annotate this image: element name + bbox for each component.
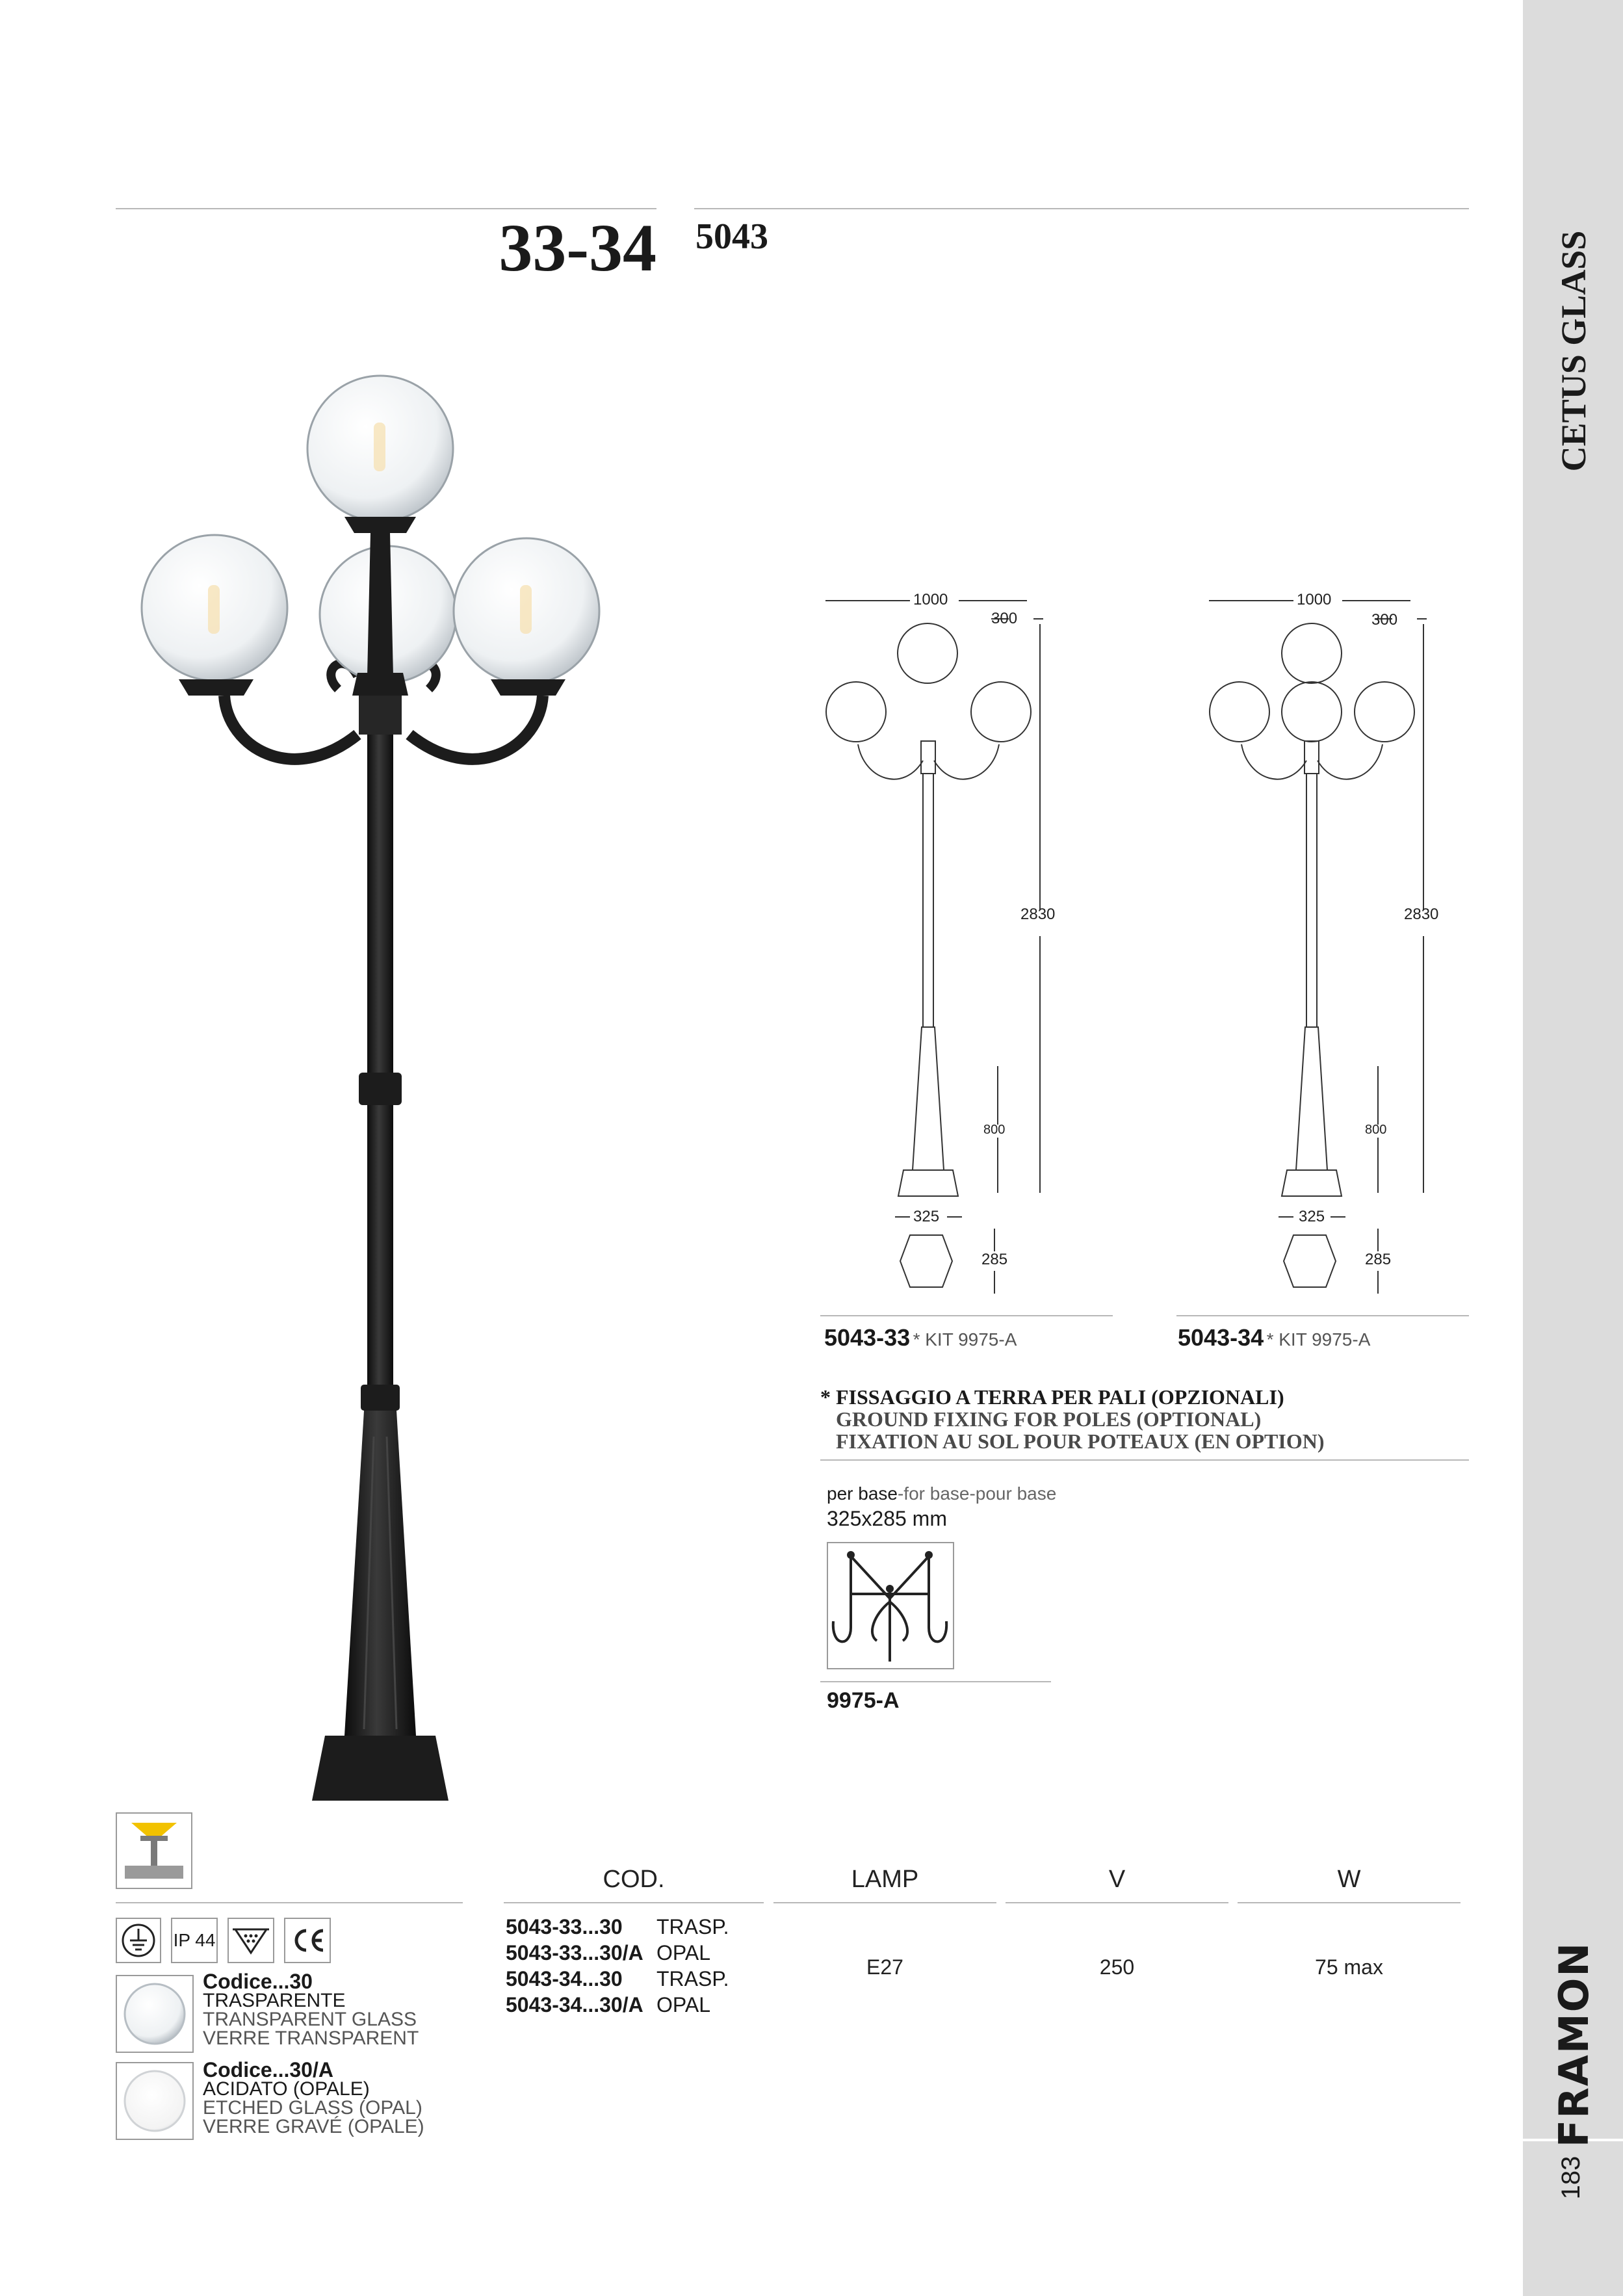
table-codes [506,1914,729,2018]
caption-code: 5043-33 [824,1324,911,1351]
table-rule-v [1006,1902,1228,1903]
row-finish: TRASP. [656,1967,729,1990]
transparent-glass-image [116,1975,194,2053]
table-header-w: W [1337,1866,1361,1893]
dim-width-1: 1000 [913,591,948,608]
table-row [506,1940,729,1966]
note-line-en: GROUND FIXING FOR POLES (OPTIONAL) [836,1407,1262,1431]
dim-height-2: 2830 [1404,906,1439,923]
dim-height-1: 2830 [1020,906,1056,923]
row-finish: OPAL [656,1941,710,1964]
voltage-value: 250 [1099,1955,1135,1979]
ground-fixing-note [820,1386,1470,1452]
table-header-cod: COD. [603,1866,665,1893]
watt-value: 75 max [1315,1955,1383,1979]
lamp-value: E27 [866,1955,903,1979]
table-header-v: V [1108,1866,1126,1893]
dim-base-height-2: 800 [1365,1123,1387,1137]
row-code: 5043-34...30/A [506,1993,643,2016]
table-rule-w [1238,1902,1461,1903]
row-code: 5043-33...30/A [506,1941,643,1964]
collection-name: CETUS GLASS [1554,230,1593,472]
flammable-surface-icon [227,1918,274,1963]
table-rule-cod [504,1902,764,1903]
left-panel-rule [116,1902,463,1903]
base-label [827,1483,1056,1504]
technical-drawing-5043-33 [819,585,1066,1300]
glass-name-fr: VERRE TRANSPARENT [203,2028,419,2049]
table-rule-lamp [773,1902,996,1903]
ip-rating-badge: IP 44 [171,1918,218,1963]
transparent-globe-icon [117,1976,192,2052]
earth-ground-icon [116,1918,161,1963]
caption-rule-1 [820,1315,1113,1316]
ground-installation-icon [116,1812,192,1889]
glass-option-transparent [203,1972,419,2048]
glass-name-it: TRASPARENTE [203,1990,346,2011]
base-label-it: per base [827,1483,898,1504]
table-header-lamp: LAMP [851,1866,919,1893]
dim-base-depth-1: 285 [981,1251,1008,1268]
glass-code: Codice...30/A [203,2058,333,2081]
dim-offset-1: 300 [991,610,1018,627]
table-row [506,1914,729,1940]
caption-kit: * KIT 9975-A [913,1329,1017,1350]
ground-mount-icon [117,1814,191,1888]
kit-code: 9975-A [827,1688,900,1713]
page-number: 183 [1557,2156,1585,2200]
glass-option-opal [203,2058,424,2137]
model-range-title: 33-34 [499,211,656,285]
kit-rule [820,1681,1051,1682]
header-rule-right [694,208,1469,209]
table-row [506,1966,729,1992]
base-label-translations: -for base-pour base [897,1483,1057,1504]
row-finish: OPAL [656,1993,710,2016]
opal-globe-icon [117,2063,192,2139]
dim-base-depth-2: 285 [1365,1251,1392,1268]
brand-logo: FRAMON [1550,1941,1598,2148]
dim-base-height-1: 800 [983,1123,1006,1137]
caption-kit: * KIT 9975-A [1266,1329,1371,1350]
glass-name-en: ETCHED GLASS (OPAL) [203,2097,422,2119]
technical-drawing-5043-34 [1202,585,1449,1300]
row-code: 5043-34...30 [506,1967,623,1990]
base-size: 325x285 mm [827,1507,947,1530]
caption-5043-34 [1178,1324,1370,1351]
model-code-title: 5043 [695,216,768,257]
note-line-fr: FIXATION AU SOL POUR POTEAUX (EN OPTION) [836,1429,1325,1453]
row-code: 5043-33...30 [506,1915,623,1938]
dim-base-width-1: 325 [913,1208,940,1225]
row-finish: TRASP. [656,1915,729,1938]
note-rule [820,1459,1469,1461]
product-photo [130,371,637,1814]
caption-5043-33 [824,1324,1017,1351]
opal-glass-image [116,2062,194,2140]
caption-code: 5043-34 [1178,1324,1264,1351]
note-line-it: * FISSAGGIO A TERRA PER PALI (OPZIONALI) [820,1385,1284,1409]
kit-image [827,1542,954,1669]
dim-width-2: 1000 [1297,591,1332,608]
dim-base-width-2: 325 [1299,1208,1325,1225]
table-row [506,1992,729,2018]
glass-name-fr: VERRE GRAVÉ (OPALE) [203,2116,424,2137]
glass-name-en: TRANSPARENT GLASS [203,2009,417,2030]
glass-code: Codice...30 [203,1970,313,1993]
caption-rule-2 [1176,1315,1469,1316]
ground-fixing-kit-icon [828,1543,953,1668]
dim-offset-2: 300 [1371,611,1398,629]
ce-mark-icon [284,1918,331,1963]
glass-name-it: ACIDATO (OPALE) [203,2078,370,2100]
